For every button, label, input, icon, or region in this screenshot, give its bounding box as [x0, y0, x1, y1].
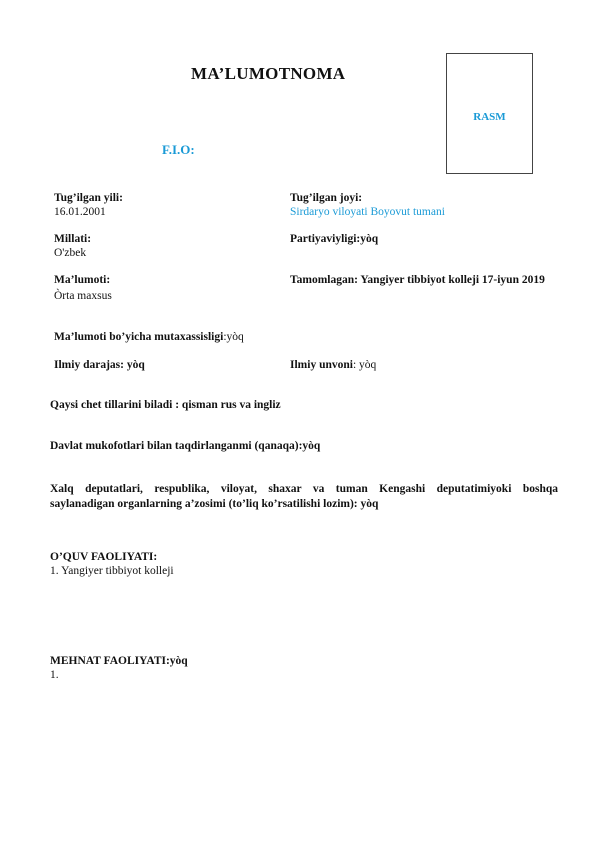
nationality-label: Millati: [54, 233, 92, 245]
specialty-label: Ma’lumoti bo’yicha mutaxassisligi [54, 331, 224, 343]
photo-placeholder [446, 53, 533, 174]
study-item: 1. Yangiyer tibbiyot kolleji [50, 565, 174, 577]
deputy-line-2: saylanadigan organlarning a’zosimi (to’liq ko’rsatilishi lozim): yòq [50, 498, 379, 510]
work-heading: MEHNAT FAOLIYATI:yòq [50, 655, 188, 667]
birth-place-label: Tug’ilgan joyi: [290, 192, 363, 204]
deputy-paragraph [50, 482, 558, 512]
rank-value: : yòq [352, 359, 377, 371]
deputy-line-1: Xalq deputatlari, respublika, viloyat, shaxar va tuman Kengashi deputatimiyoki boshqa [50, 483, 558, 495]
birth-place-value: Sirdaryo viloyati Boyovut tumani [290, 206, 445, 218]
party-text: Partiyaviyligi:yòq [290, 233, 379, 245]
awards-text: Davlat mukofotlari bilan taqdirlanganmi (qanaqa):yòq [50, 440, 321, 452]
birth-year-value: 16.01.2001 [54, 206, 106, 218]
birth-year-label: Tug’ilgan yili: [54, 192, 123, 204]
languages-text: Qaysi chet tillarini biladi : qisman rus va ingliz [50, 399, 281, 411]
work-item: 1. [50, 669, 59, 681]
specialty-line [54, 331, 244, 343]
rank-line [290, 359, 376, 371]
specialty-value: :yòq [223, 331, 244, 343]
degree-text: Ilmiy darajas: yòq [54, 359, 145, 371]
photo-label: RASM [473, 111, 506, 123]
nationality-value: O'zbek [54, 247, 87, 259]
graduated-text: Tamomlagan: Yangiyer tibbiyot kolleji 17-iyun 2019 [290, 274, 545, 286]
study-heading: O’QUV FAOLIYATI: [50, 551, 158, 563]
education-label: Ma’lumoti: [54, 274, 111, 286]
fio-label: F.I.O: [162, 142, 195, 157]
education-value: Òrta maxsus [54, 290, 112, 302]
rank-label: Ilmiy unvoni [290, 359, 353, 371]
document-title: MA’LUMOTNOMA [191, 64, 346, 83]
